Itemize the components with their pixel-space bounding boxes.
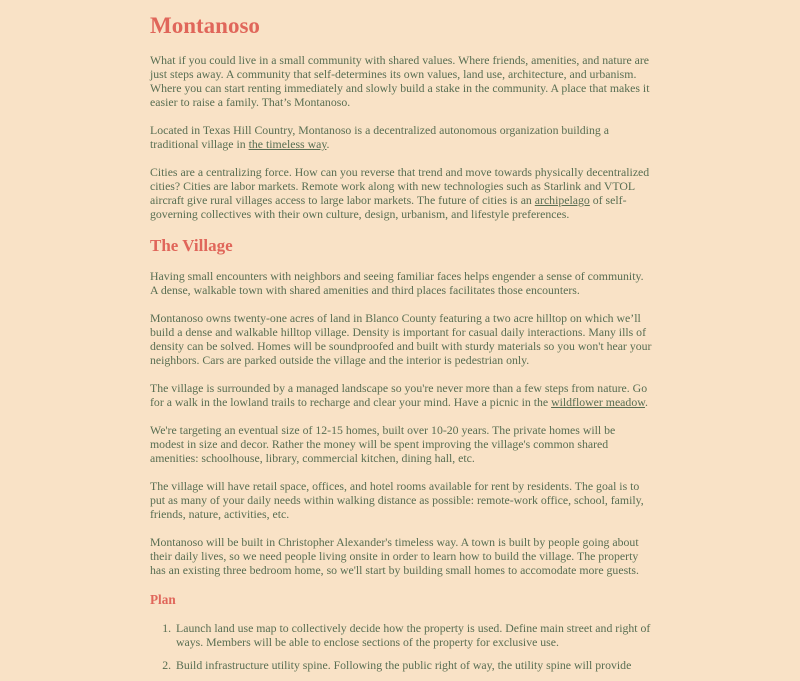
intro-paragraph-2 [150, 123, 652, 151]
intro-paragraph-2-text: Located in Texas Hill Country, Montanoso is a decentralized autonomous organization building a traditional village in [150, 123, 609, 151]
wildflower-meadow-link[interactable]: wildflower meadow [551, 395, 645, 409]
village-paragraph-3 [150, 381, 652, 409]
village-heading: The Village [150, 236, 233, 255]
plan-heading: Plan [150, 592, 176, 607]
article [150, 0, 652, 681]
intro-paragraph-3-end: of self-governing collectives with their own culture, design, urbanism, and lifestyle preferences. [150, 193, 627, 221]
archipelago-link[interactable]: archipelago [534, 193, 590, 207]
intro-paragraph-3 [150, 165, 652, 221]
page-title: Montanoso [150, 13, 260, 38]
village-paragraph-5: The village will have retail space, offices, and hotel rooms available for rent by residents. The goal is to put as many of your daily needs within walking distance as possible: remote-work office, school, family, friends, nature, activities, etc. [150, 479, 644, 521]
village-paragraph-3-text: The village is surrounded by a managed landscape so you're never more than a few steps from nature. Go for a walk in the lowland trails to recharge and clear your mind. Have a picnic in the [150, 381, 648, 409]
plan-item: 1. Launch land use map to collectively decide how the property is used. Define main street and right of ways. Members will be able to enclose sections of the property for exclusive use. [174, 621, 652, 649]
village-paragraph-3-end: . [644, 395, 648, 409]
village-paragraph-6: Montanoso will be built in Christopher Alexander's timeless way. A town is built by people going about their daily lives, so we need people living onsite in order to learn how to build the village. The property has an existing three bedroom home, so we'll start by building small homes to accomodate more guests. [150, 535, 639, 577]
timeless-way-link[interactable]: the timeless way [248, 137, 327, 151]
village-paragraph-4: We're targeting an eventual size of 12-15 homes, built over 10-20 years. The private homes will be modest in size and decor. Rather the money will be spent improving the village's common shared amenities: schoolhouse, library, commercial kitchen, dining hall, etc. [150, 423, 616, 465]
village-paragraph-2: Montanoso owns twenty-one acres of land in Blanco County featuring a two acre hilltop on which we’ll build a dense and walkable hilltop village. Density is important for casual daily interactions. Many ills of density can be solved. Homes will be soundproofed and built with sturdy materials so you won't hear your neighbors. Cars are parked outside the village and the interior is pedestrian only. [150, 311, 652, 367]
village-paragraph-1: Having small encounters with neighbors and seeing familiar faces helps engender a sense of community. A dense, walkable town with shared amenities and third places facilitates those encounters. [150, 269, 644, 297]
intro-paragraph-3-text: Cities are a centralizing force. How can you reverse that trend and move towards physically decentralized cities? Cities are labor markets. Remote work along with new technologies such as Starlink and VTOL aircraft give rural villages access to large labor markets. The future of cities is an [150, 165, 650, 207]
intro-paragraph-1: What if you could live in a small community with shared values. Where friends, amenities, and nature are just steps away. A community that self-determines its own values, land use, architecture, and urbanism. Where you can start renting immediately and slowly build a stake in the community. A place that makes it easier to raise a family. That’s Montanoso. [150, 53, 650, 109]
plan-list [150, 621, 652, 672]
intro-paragraph-2-end: . [326, 137, 330, 151]
plan-item: 2. Build infrastructure utility spine. Following the public right of way, the utility spine will provide [174, 658, 652, 672]
